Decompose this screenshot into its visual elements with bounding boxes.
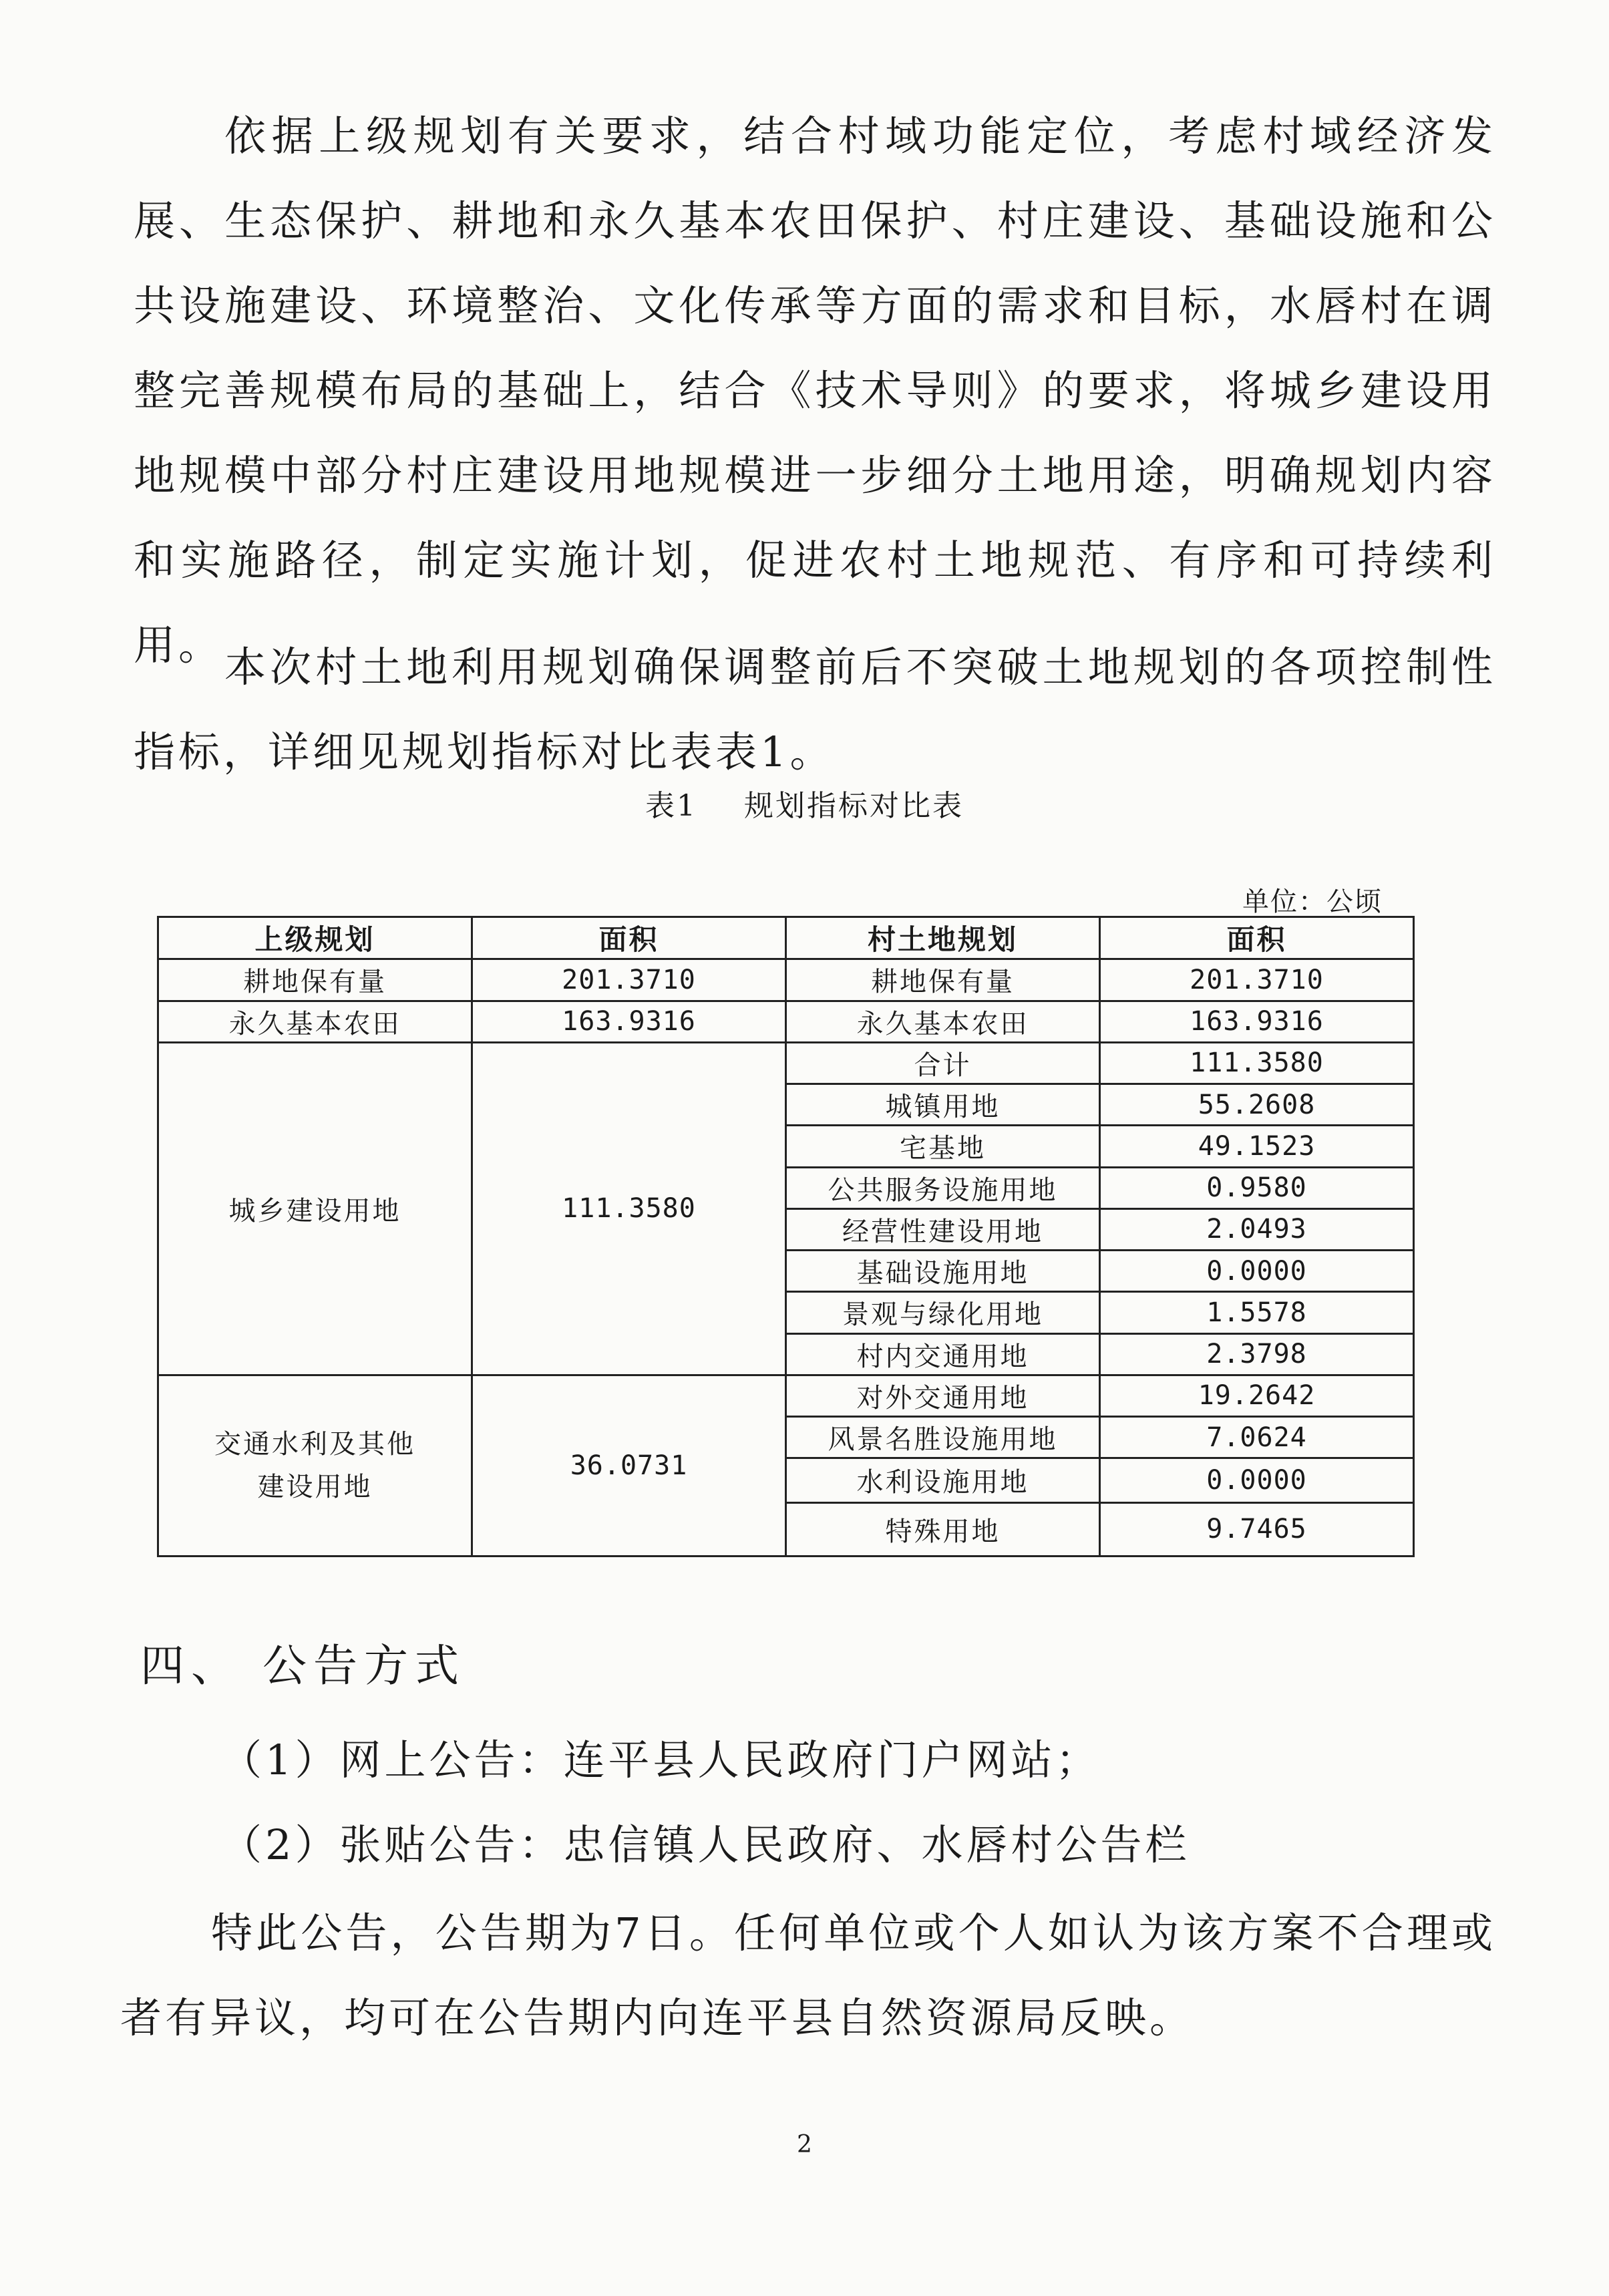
- table-row: [158, 959, 1414, 1001]
- village-label: 水利设施用地: [786, 1458, 1100, 1502]
- village-value: 7.0624: [1100, 1417, 1414, 1458]
- section-heading: 四、 公告方式: [140, 1640, 466, 1691]
- upper-label-urban-rural: 城乡建设用地: [158, 1042, 472, 1375]
- upper-label-transport-water: [158, 1375, 472, 1556]
- village-value: 0.9580: [1100, 1167, 1414, 1208]
- paragraph-planning-basis: 依据上级规划有关要求，结合村域功能定位，考虑村域经济发展、生态保护、耕地和永久基本农田保护、村庄建设、基础设施和公共设施建设、环境整治、文化传承等方面的需求和目标，水唇村在调整完善规模布局的基础上，结合《技术导则》的要求，将城乡建设用地规模中部分村庄建设用地规模进一步细分土地用途，明确规划内容和实施路径，制定实施计划，促进农村土地规范、有序和可持续利用。: [134, 112, 1496, 669]
- paragraph-notice-period: 特此公告，公告期为7日。任何单位或个人如认为该方案不合理或者有异议，均可在公告期内向连平县自然资源局反映。: [120, 1909, 1496, 2042]
- village-label: 合计: [786, 1042, 1100, 1084]
- table-caption: [0, 782, 1609, 824]
- paragraph-indicator-control: 本次村土地利用规划确保调整前后不突破土地规划的各项控制性指标，详细见规划指标对比表表1。: [134, 643, 1496, 776]
- village-label: 特殊用地: [786, 1502, 1100, 1556]
- village-value: 2.3798: [1100, 1333, 1414, 1375]
- village-label: 永久基本农田: [786, 1001, 1100, 1042]
- village-label: 城镇用地: [786, 1084, 1100, 1126]
- table-row: [158, 1375, 1414, 1416]
- upper-value: 201.3710: [472, 959, 786, 1001]
- header-upper-plan: 上级规划: [158, 917, 472, 959]
- village-label: 对外交通用地: [786, 1375, 1100, 1416]
- table-unit: 单位：公顷: [1242, 886, 1383, 917]
- header-area-village: 面积: [1100, 917, 1414, 959]
- table-caption-number: 表1: [645, 789, 697, 823]
- village-label: 基础设施用地: [786, 1251, 1100, 1292]
- village-value: 0.0000: [1100, 1251, 1414, 1292]
- village-value: 55.2608: [1100, 1084, 1414, 1126]
- header-area-upper: 面积: [472, 917, 786, 959]
- village-value: 163.9316: [1100, 1001, 1414, 1042]
- village-value: 111.3580: [1100, 1042, 1414, 1084]
- upper-label: 耕地保有量: [158, 959, 472, 1001]
- upper-label-transport-line2: 建设用地: [257, 1471, 373, 1502]
- upper-value-transport-water: 36.0731: [472, 1375, 786, 1556]
- table-header-row: [158, 917, 1414, 959]
- page-number: 2: [797, 2131, 812, 2158]
- indicator-comparison-table: [157, 916, 1415, 1557]
- village-value: 9.7465: [1100, 1502, 1414, 1556]
- village-label: 景观与绿化用地: [786, 1292, 1100, 1333]
- village-value: 201.3710: [1100, 959, 1414, 1001]
- village-label: 风景名胜设施用地: [786, 1417, 1100, 1458]
- notice-item-posting: （2）张贴公告：忠信镇人民政府、水唇村公告栏: [220, 1820, 1190, 1869]
- notice-item-online: （1）网上公告：连平县人民政府门户网站；: [220, 1736, 1101, 1784]
- village-label: 耕地保有量: [786, 959, 1100, 1001]
- upper-label: 永久基本农田: [158, 1001, 472, 1042]
- village-value: 49.1523: [1100, 1126, 1414, 1167]
- header-village-plan: 村土地规划: [786, 917, 1100, 959]
- upper-value-urban-rural: 111.3580: [472, 1042, 786, 1375]
- village-value: 0.0000: [1100, 1458, 1414, 1502]
- table-row: [158, 1001, 1414, 1042]
- table-row: [158, 1042, 1414, 1084]
- village-label: 公共服务设施用地: [786, 1167, 1100, 1208]
- village-value: 2.0493: [1100, 1208, 1414, 1250]
- village-value: 19.2642: [1100, 1375, 1414, 1416]
- village-label: 宅基地: [786, 1126, 1100, 1167]
- village-value: 1.5578: [1100, 1292, 1414, 1333]
- village-label: 村内交通用地: [786, 1333, 1100, 1375]
- table-caption-title: 规划指标对比表: [744, 789, 964, 823]
- upper-label-transport-line1: 交通水利及其他: [214, 1428, 415, 1460]
- village-label: 经营性建设用地: [786, 1208, 1100, 1250]
- upper-value: 163.9316: [472, 1001, 786, 1042]
